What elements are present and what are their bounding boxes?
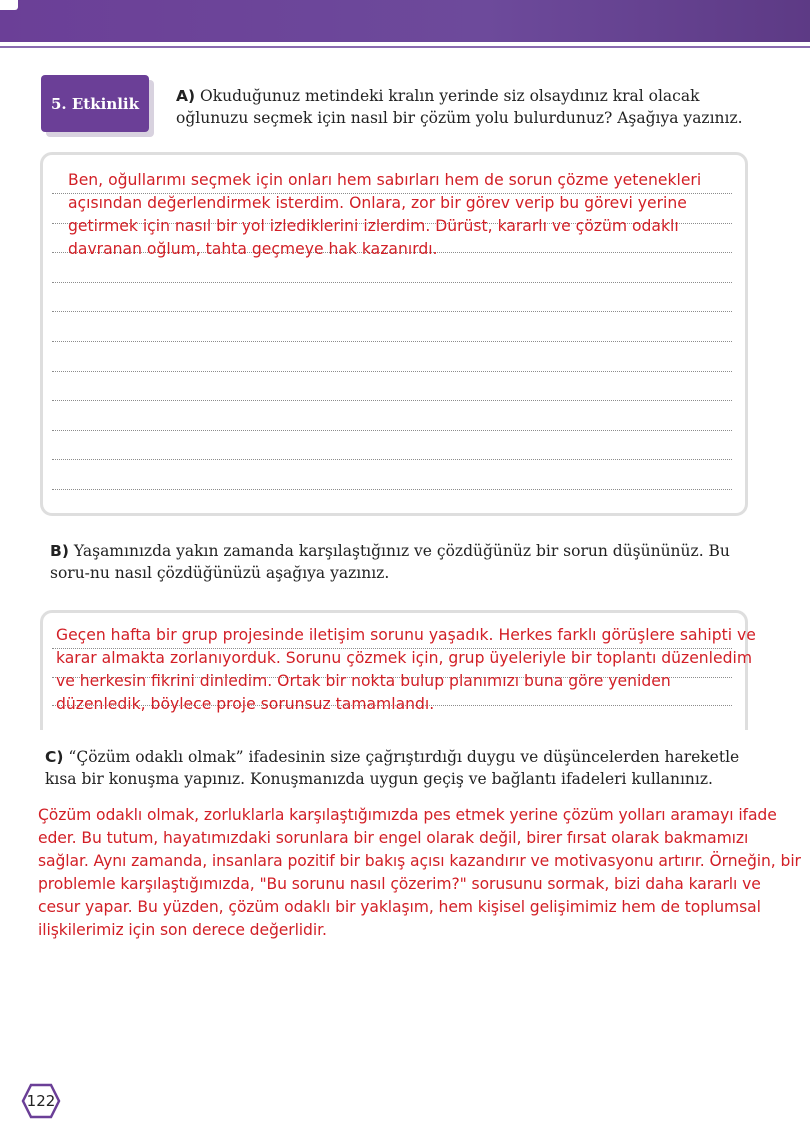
answer-a-text: Ben, oğullarımı seçmek için onları hem sabırları hem de sorun çözme yetenekleri açısından değerlendirmek isterdim. Onlara, zor bir görev verip bu görevi yerine getirmek için nasıl bir yol izlediklerini izlerdim. Dürüst, kararlı ve çözüm odaklı davranan oğlum, tahta geçmeye hak kazanırdı. (68, 171, 702, 258)
activity-badge (41, 75, 149, 132)
header-bar (0, 0, 810, 42)
question-a (176, 85, 776, 129)
question-a-text: Okuduğunuz metindeki kralın yerinde siz olsaydınız kral olacak oğlunuzu seçmek için nasıl bir çözüm yolu bulurdunuz? Aşağıya yazınız. (176, 87, 743, 127)
answer-b-text: Geçen hafta bir grup projesinde iletişim sorunu yaşadık. Herkes farklı görüşlere sahipti ve karar almakta zorlanıyorduk. Sorunu çözmek için, grup üyeleriyle bir toplantı düzenledim ve herkesin fikrini dinledim. Ortak bir nokta bulup planımızı buna göre yeniden düzenledik, böylece proje sorunsuz tamamlandı. (56, 626, 756, 713)
question-a-letter: A) (176, 87, 196, 105)
question-b-text: Yaşamınızda yakın zamanda karşılaştığınız ve çözdüğünüz bir sorun düşününüz. Bu soru-nu nasıl çözdüğünüzü aşağıya yazınız. (50, 542, 730, 582)
page-number-label: 122 (26, 1092, 56, 1110)
writing-line (52, 371, 732, 372)
page-number (21, 1083, 61, 1119)
corner-mark (0, 0, 18, 10)
writing-line (52, 282, 732, 283)
writing-line (52, 341, 732, 342)
writing-line (52, 311, 732, 312)
question-b-letter: B) (50, 542, 69, 560)
writing-line (52, 459, 732, 460)
answer-c-text: Çözüm odaklı olmak, zorluklarla karşılaştığımızda pes etmek yerine çözüm yolları aramayı ifade eder. Bu tutum, hayatımızdaki sorunlara bir engel olarak değil, birer fırsat olarak bakmamızı sağlar. Aynı zamanda, insanlara pozitif bir bakış açısı kazandırır ve motivasyonu artırır. Örneğin, bir problemle karşılaştığımızda, "Bu sorunu nasıl çözerim?" sorusunu sormak, bizi daha kararlı ve cesur yapar. Bu yüzden, çözüm odaklı bir yaklaşım, hem kişisel gelişimimiz hem de toplumsal ilişkilerimiz için son derece değerlidir. (38, 806, 801, 939)
writing-line (52, 430, 732, 431)
activity-badge-label: 5. Etkinlik (50, 94, 140, 113)
question-c (45, 746, 775, 790)
question-b (50, 540, 770, 584)
writing-line (52, 489, 732, 490)
question-c-text: “Çözüm odaklı olmak” ifadesinin size çağrıştırdığı duygu ve düşüncelerden hareketle kısa bir konuşma yapınız. Konuşmanızda uygun geçiş ve bağlantı ifadeleri kullanınız. (45, 748, 740, 788)
writing-line (52, 400, 732, 401)
question-c-letter: C) (45, 748, 64, 766)
header-divider (0, 46, 810, 48)
